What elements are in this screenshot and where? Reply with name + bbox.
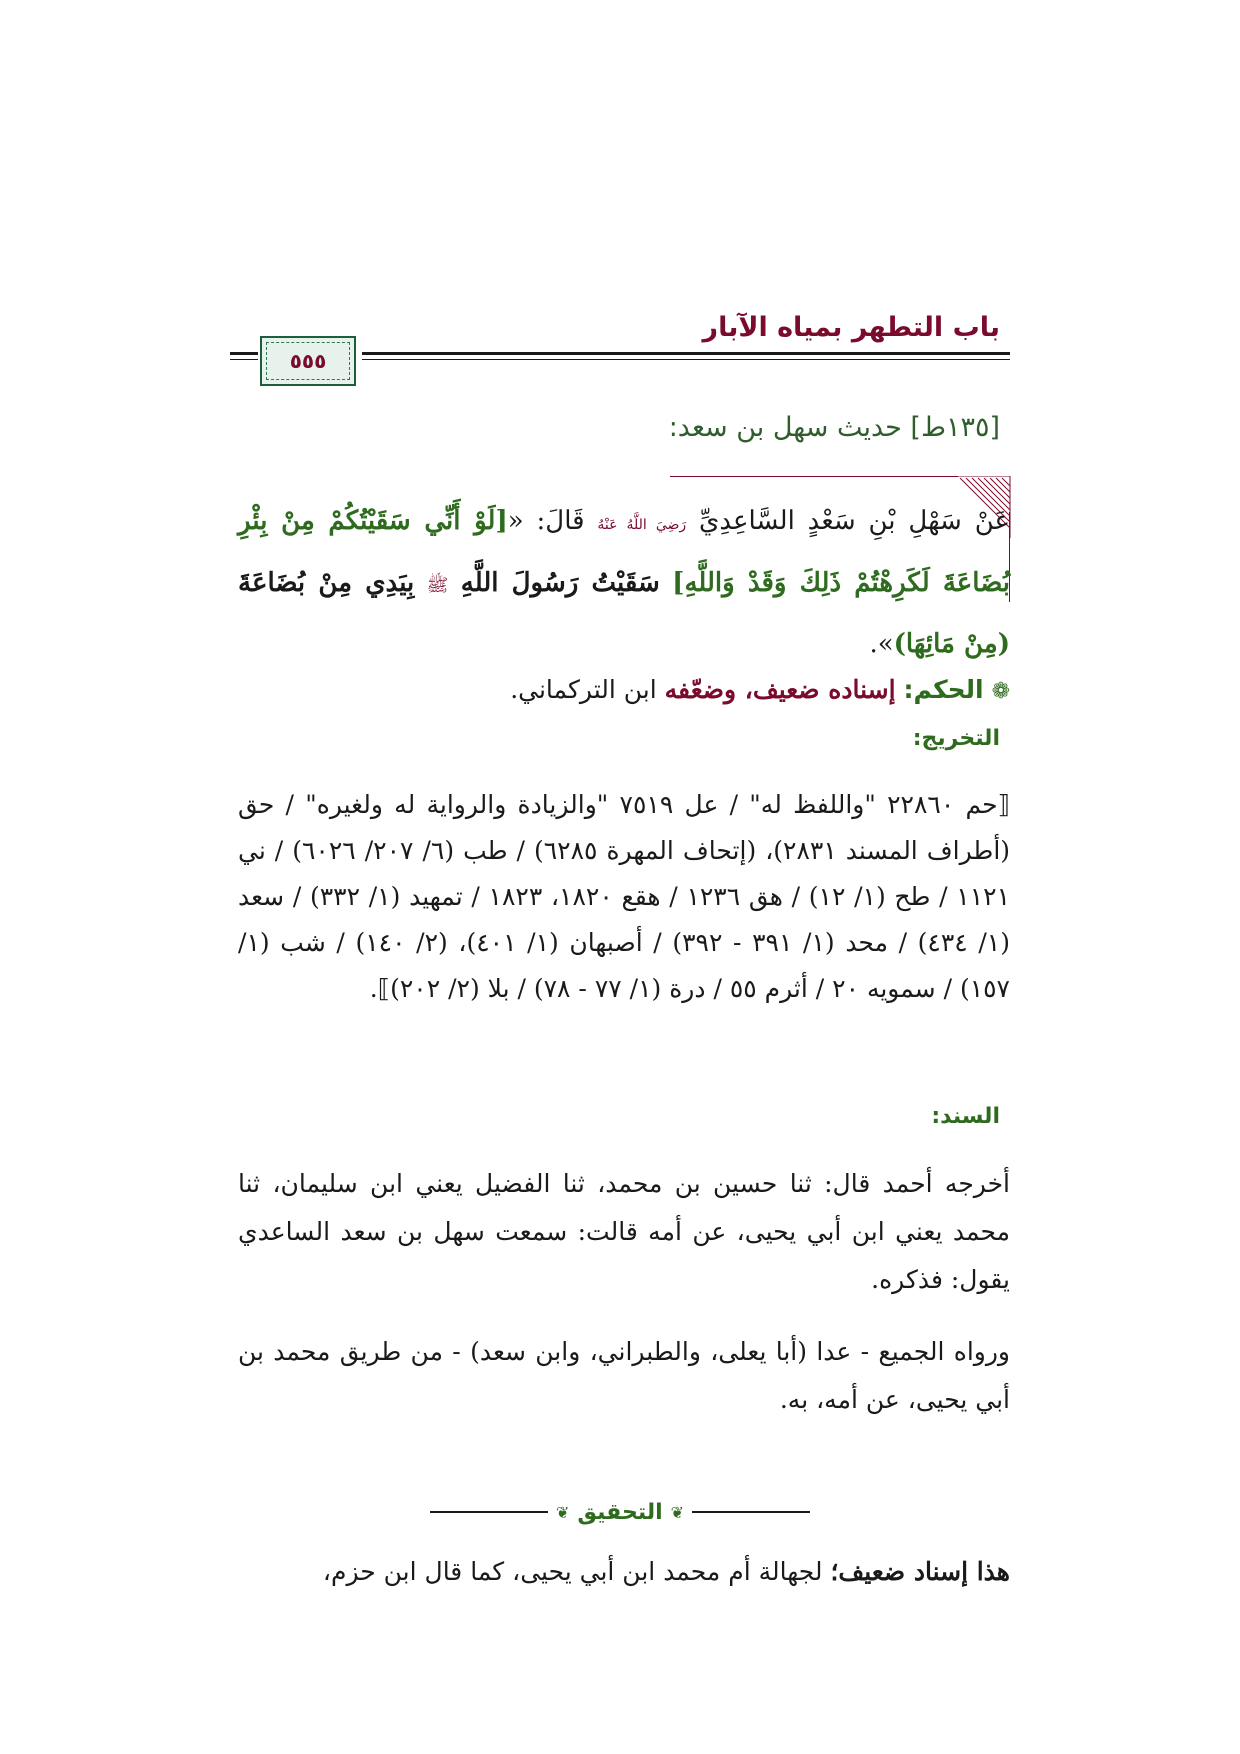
ruling-label: الحكم: [903,675,984,704]
hadith-said: قَالَ: « [507,506,585,536]
hadith-text [238,492,1010,673]
hadith-box-top-line [670,476,958,477]
header-rule-left-bottom [230,359,258,360]
tahqiq-bold: هذا إسناد ضعيف؛ [830,1557,1010,1586]
sanad-paragraph-2: ورواه الجميع - عدا (أبا يعلى، والطبراني، وابن سعد) - من طريق محمد بن أبي يحيى، عن أمه، به. [238,1337,1010,1414]
honorific: رَضِيَ اللَّهُ عَنْهُ [597,517,687,533]
divider-line-left [430,1511,548,1513]
ruling-rest: ابن التركماني. [510,675,657,704]
hadith-closing: ». [869,629,894,659]
takhrij-label: التخريج: [912,726,1000,751]
hadith-text-green: [لَوْ أَنِّي سَقَيْتُكُمْ مِنْ بِئْرِ بُضَاعَةَ لَكَرِهْتُمْ ذَلِكَ وَقَدْ وَاللَّهِ] [238,506,1011,598]
hadith-text-green2: (مِنْ مَائِهَا) [893,629,1010,659]
tahqiq-paragraph [238,1548,1010,1596]
tahqiq-divider [430,1497,810,1527]
hadith-intro: عَنْ سَهْلِ بْنِ سَعْدٍ السَّاعِدِيِّ [699,506,1010,536]
flower-bullet-icon: ❁ [991,679,1010,704]
header-rule-left-top [230,352,258,355]
hadith-heading: [١٣٥ط] حديث سهل بن سعد: [668,412,1000,443]
header-rule-bottom [362,359,1010,360]
hadith-text-bold: سَقَيْتُ رَسُولَ اللَّهِ [460,568,660,598]
tahqiq-label: التحقيق [577,1499,663,1525]
ornament-left-icon: ❦ [555,1502,570,1522]
salutation: ﷺ [426,575,449,596]
ruling-line [238,666,1010,716]
header-rule-top [362,352,1010,355]
running-header-title: باب التطهر بمياه الآبار [702,312,1000,343]
ruling-value: إسناده ضعيف، وضعّفه [664,675,896,704]
sanad-paragraph-1: أخرجه أحمد قال: ثنا حسين بن محمد، ثنا الفضيل يعني ابن سليمان، ثنا محمد يعني ابن أبي يحيى، عن أمه قالت: سمعت سهل بن سعد الساعدي يقول: فذكره. [238,1169,1010,1294]
sanad-label: السند: [931,1104,1000,1129]
takhrij-text: ⟦حم ٢٢٨٦٠ "واللفظ له" / عل ٧٥١٩ "والزيادة والرواية له ولغيره" / حق (أطراف المسند ٢٨٣١)، (إتحاف المهرة ٦٢٨٥) / طب (٦/ ٢٠٧/ ٦٠٢٦) / ني ١١٢١ / طح (١/ ١٢) / هق ١٢٣٦ / هقع ١٨٢٠، ١٨٢٣ / تمهيد (١/ ٣٣٢) / سعد (١/ ٤٣٤) / محد (١/ ٣٩١ - ٣٩٢) / أصبهان (١/ ٤٠١)، (٢/ ١٤٠) / شب (١/ ١٥٧) / سمويه ٢٠ / أثرم ٥٥ / درة (١/ ٧٧ - ٧٨) / بلا (٢/ ٢٠٢)⟧. [238,790,1011,1003]
page-number: ٥٥٥ [289,349,327,373]
hadith-text-bold2: بِيَدِي مِنْ بُضَاعَةَ [238,568,415,598]
divider-line-right [692,1511,810,1513]
page-number-badge [260,336,356,386]
ornament-right-icon: ❦ [670,1502,685,1522]
tahqiq-text: لجهالة أم محمد ابن أبي يحيى، كما قال ابن حزم، [322,1557,823,1586]
